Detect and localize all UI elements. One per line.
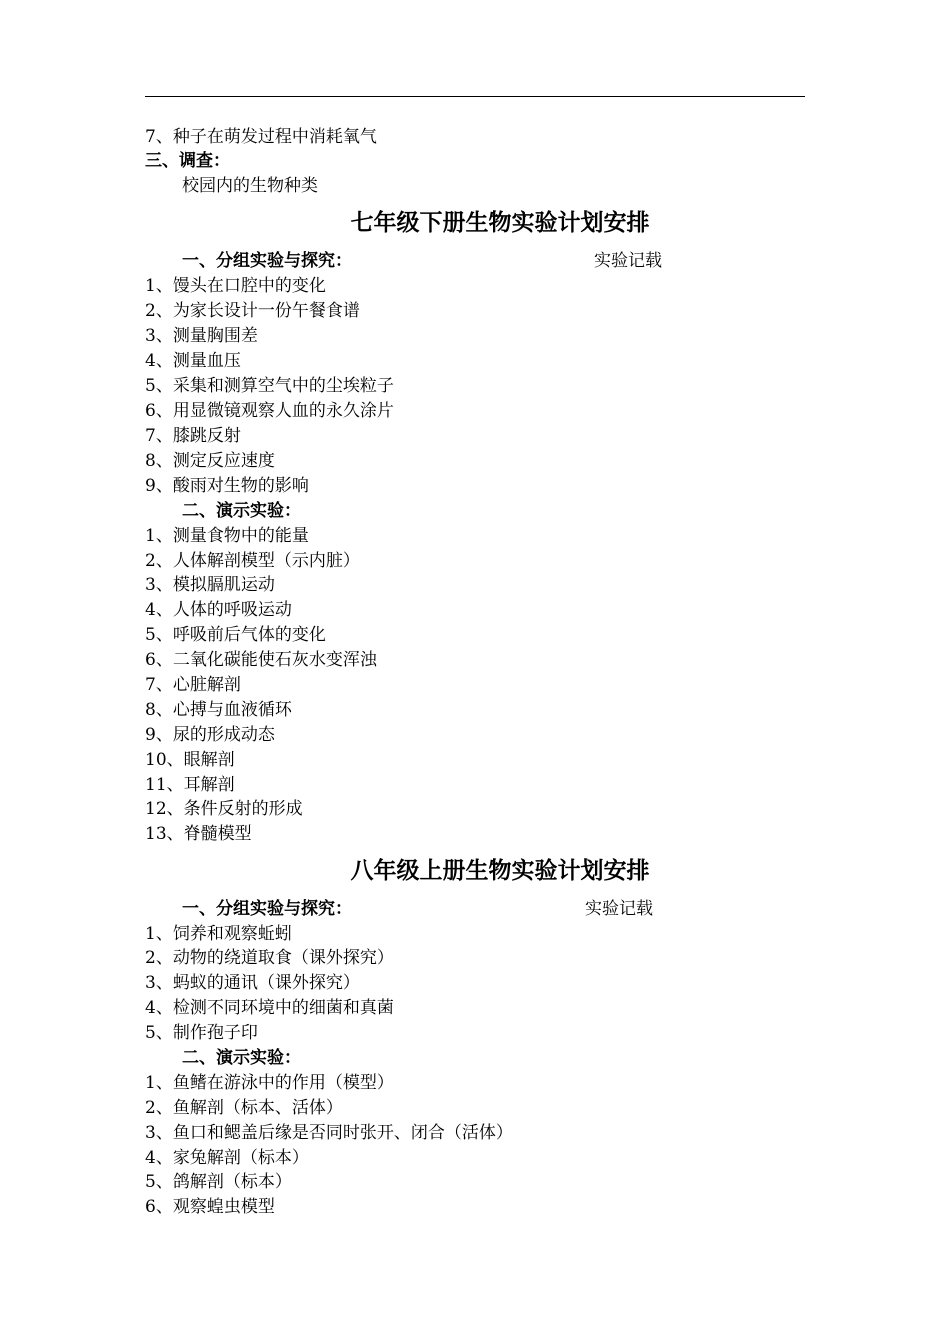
- list-item: 1、馒头在口腔中的变化: [145, 276, 326, 296]
- list-item: 1、鱼鳍在游泳中的作用（模型）: [145, 1073, 394, 1093]
- list-item: 4、测量血压: [145, 351, 241, 371]
- list-item: 2、人体解剖模型（示内脏）: [145, 551, 360, 571]
- list-item: 5、制作孢子印: [145, 1023, 258, 1043]
- survey-item: 校园内的生物种类: [182, 176, 318, 196]
- list-item: 12、条件反射的形成: [145, 799, 303, 819]
- grade7-demo-heading: 二、演示实验：: [182, 501, 301, 521]
- intro-item-7: 7、种子在萌发过程中消耗氧气: [145, 127, 377, 147]
- grade8-record-label: 实验记载: [585, 899, 653, 919]
- grade7-record-label: 实验记载: [594, 251, 662, 271]
- list-item: 6、观察蝗虫模型: [145, 1197, 275, 1217]
- list-item: 4、家兔解剖（标本）: [145, 1148, 309, 1168]
- grade8-demo-heading: 二、演示实验：: [182, 1048, 301, 1068]
- list-item: 8、心搏与血液循环: [145, 700, 292, 720]
- list-item: 11、耳解剖: [145, 775, 235, 795]
- list-item: 13、脊髓模型: [145, 824, 252, 844]
- list-item: 5、鸽解剖（标本）: [145, 1172, 292, 1192]
- list-item: 5、采集和测算空气中的尘埃粒子: [145, 376, 394, 396]
- list-item: 8、测定反应速度: [145, 451, 275, 471]
- list-item: 3、蚂蚁的通讯（课外探究）: [145, 973, 360, 993]
- list-item: 9、酸雨对生物的影响: [145, 476, 309, 496]
- grade8-title: 八年级上册生物实验计划安排: [350, 858, 650, 884]
- grade8-group-heading: 一、分组实验与探究：: [182, 899, 352, 919]
- list-item: 9、尿的形成动态: [145, 725, 275, 745]
- list-item: 1、测量食物中的能量: [145, 526, 309, 546]
- list-item: 3、模拟膈肌运动: [145, 575, 275, 595]
- list-item: 7、心脏解剖: [145, 675, 241, 695]
- survey-heading: 三、调查：: [145, 151, 230, 171]
- list-item: 6、用显微镜观察人血的永久涂片: [145, 401, 394, 421]
- list-item: 2、动物的绕道取食（课外探究）: [145, 948, 394, 968]
- list-item: 2、鱼解剖（标本、活体）: [145, 1098, 343, 1118]
- list-item: 3、鱼口和鳃盖后缘是否同时张开、闭合（活体）: [145, 1123, 513, 1143]
- header-rule: [145, 96, 805, 97]
- list-item: 2、为家长设计一份午餐食谱: [145, 301, 360, 321]
- grade7-title: 七年级下册生物实验计划安排: [350, 210, 650, 236]
- list-item: 4、检测不同环境中的细菌和真菌: [145, 998, 394, 1018]
- list-item: 1、饲养和观察蚯蚓: [145, 924, 292, 944]
- list-item: 10、眼解剖: [145, 750, 235, 770]
- list-item: 7、膝跳反射: [145, 426, 241, 446]
- list-item: 6、二氧化碳能使石灰水变浑浊: [145, 650, 377, 670]
- list-item: 4、人体的呼吸运动: [145, 600, 292, 620]
- grade7-group-heading: 一、分组实验与探究：: [182, 251, 352, 271]
- list-item: 3、测量胸围差: [145, 326, 258, 346]
- list-item: 5、呼吸前后气体的变化: [145, 625, 326, 645]
